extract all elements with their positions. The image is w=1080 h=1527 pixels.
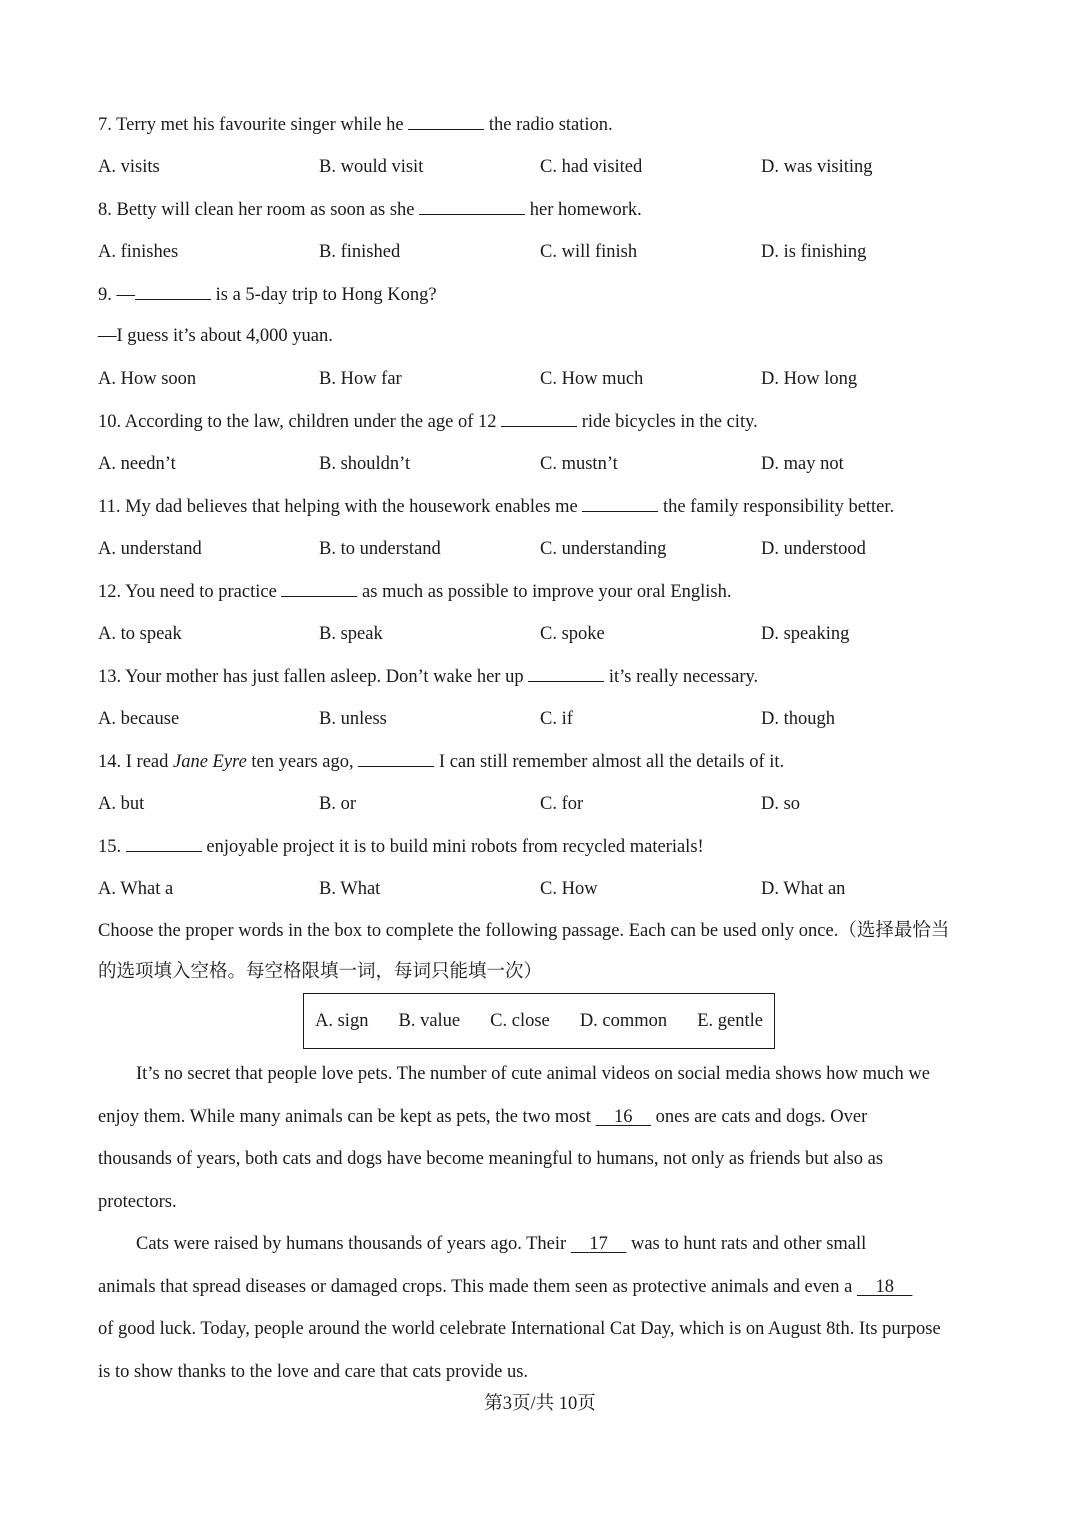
- question-10: [98, 409, 758, 434]
- passage-line: thousands of years, both cats and dogs have become meaningful to humans, not only as friends but also as: [98, 1149, 884, 1169]
- answer-blank: [126, 834, 202, 852]
- passage-text: enjoy them. While many animals can be kept as pets, the two most: [98, 1107, 596, 1127]
- passage-line: It’s no secret that people love pets. The number of cute animal videos on social media shows how much we: [136, 1064, 930, 1084]
- answer-blank: [281, 579, 357, 597]
- question-text: the family responsibility better.: [658, 497, 895, 517]
- question-text: 13. Your mother has just fallen asleep. Don’t wake her up: [98, 667, 529, 687]
- question-12-options: [98, 622, 998, 646]
- question-15-options: [98, 877, 998, 901]
- option-d: D. so: [761, 794, 801, 814]
- question-text: 11. My dad believes that helping with the housework enables me: [98, 497, 583, 517]
- question-10-options: [98, 452, 998, 476]
- option-b: B. How far: [319, 369, 402, 389]
- question-text: as much as possible to improve your oral English.: [357, 582, 732, 602]
- question-13-options: [98, 707, 998, 731]
- passage-line: [136, 1232, 866, 1256]
- blank-18-number: 18: [875, 1277, 894, 1297]
- option-d: D. What an: [761, 879, 846, 899]
- option-d: D. was visiting: [761, 157, 873, 177]
- word-option-d: D. common: [579, 1010, 668, 1031]
- question-text: 14. I read: [98, 752, 173, 772]
- word-option-b: B. value: [398, 1010, 461, 1031]
- option-d: D. speaking: [761, 624, 850, 644]
- question-15: [98, 834, 704, 859]
- passage-line: [98, 1105, 867, 1129]
- option-b: B. or: [319, 794, 356, 814]
- question-9-options: [98, 367, 998, 391]
- question-14-options: [98, 792, 998, 816]
- option-b: B. finished: [319, 242, 401, 262]
- answer-blank: [358, 749, 434, 767]
- answer-blank: [501, 409, 577, 427]
- option-a: A. finishes: [98, 242, 179, 262]
- blank-18: [857, 1277, 913, 1297]
- word-option-c: C. close: [490, 1010, 550, 1031]
- option-d: D. understood: [761, 539, 866, 559]
- question-text: it’s really necessary.: [604, 667, 759, 687]
- option-b: B. to understand: [319, 539, 441, 559]
- answer-blank: [419, 197, 525, 215]
- option-b: B. What: [319, 879, 381, 899]
- option-c: C. How much: [540, 369, 644, 389]
- question-11: [98, 494, 894, 519]
- option-a: A. needn’t: [98, 454, 176, 474]
- option-b: B. would visit: [319, 157, 424, 177]
- question-text: is a 5-day trip to Hong Kong?: [211, 285, 437, 305]
- option-c: C. if: [540, 709, 573, 729]
- question-text: ride bicycles in the city.: [577, 412, 758, 432]
- blank-17: [571, 1234, 627, 1254]
- option-a: A. visits: [98, 157, 160, 177]
- option-b: B. shouldn’t: [319, 454, 411, 474]
- option-c: C. understanding: [540, 539, 667, 559]
- answer-blank: [135, 282, 211, 300]
- section-instruction-line-1: Choose the proper words in the box to complete the following passage. Each can be used only once.（选择最恰当: [98, 921, 950, 941]
- question-7-options: [98, 155, 998, 179]
- question-8: [98, 197, 642, 222]
- passage-text: animals that spread diseases or damaged crops. This made them seen as protective animals and even a: [98, 1277, 857, 1297]
- option-c: C. for: [540, 794, 584, 814]
- option-c: C. will finish: [540, 242, 638, 262]
- option-c: C. spoke: [540, 624, 605, 644]
- page-number: 第3页/共 10页: [484, 1394, 596, 1414]
- section-instruction-line-2: 的选项填入空格。每空格限填一词，每词只能填一次）: [98, 962, 543, 982]
- question-text: ten years ago,: [246, 752, 359, 772]
- question-text: her homework.: [525, 200, 642, 220]
- answer-blank: [582, 494, 658, 512]
- word-option-e: E. gentle: [697, 1010, 763, 1031]
- question-8-options: [98, 240, 998, 264]
- question-text: 15.: [98, 837, 126, 857]
- blank-17-number: 17: [589, 1234, 608, 1254]
- option-b: B. unless: [319, 709, 387, 729]
- question-9: [98, 282, 437, 307]
- question-text: 12. You need to practice: [98, 582, 282, 602]
- option-d: D. though: [761, 709, 835, 729]
- passage-text: was to hunt rats and other small: [626, 1234, 867, 1254]
- option-d: D. may not: [761, 454, 844, 474]
- option-c: C. How: [540, 879, 598, 899]
- option-c: C. mustn’t: [540, 454, 618, 474]
- question-7: [98, 112, 613, 137]
- question-text: I can still remember almost all the details of it.: [434, 752, 785, 772]
- passage-text: ones are cats and dogs. Over: [651, 1107, 868, 1127]
- question-text: enjoyable project it is to build mini robots from recycled materials!: [201, 837, 704, 857]
- option-a: A. but: [98, 794, 145, 814]
- question-14: [98, 749, 784, 774]
- blank-16-number: 16: [614, 1107, 633, 1127]
- passage-line: [98, 1275, 912, 1299]
- question-text: 8. Betty will clean her room as soon as she: [98, 200, 420, 220]
- question-text: 7. Terry met his favourite singer while he: [98, 115, 409, 135]
- book-title: Jane Eyre: [173, 752, 247, 772]
- option-a: A. What a: [98, 879, 174, 899]
- option-a: A. to speak: [98, 624, 182, 644]
- word-box: [303, 993, 775, 1049]
- word-option-a: A. sign: [315, 1010, 369, 1031]
- question-13: [98, 664, 758, 689]
- option-a: A. because: [98, 709, 180, 729]
- question-9-reply: —I guess it’s about 4,000 yuan.: [98, 326, 333, 346]
- option-c: C. had visited: [540, 157, 643, 177]
- option-d: D. is finishing: [761, 242, 867, 262]
- option-a: A. understand: [98, 539, 202, 559]
- question-text: the radio station.: [484, 115, 613, 135]
- option-d: D. How long: [761, 369, 858, 389]
- question-text: 9. —: [98, 285, 135, 305]
- passage-text: Cats were raised by humans thousands of years ago. Their: [136, 1234, 571, 1254]
- passage-line: protectors.: [98, 1192, 177, 1212]
- question-11-options: [98, 537, 998, 561]
- answer-blank: [528, 664, 604, 682]
- answer-blank: [408, 112, 484, 130]
- passage-line: is to show thanks to the love and care that cats provide us.: [98, 1362, 529, 1382]
- blank-16: [596, 1107, 652, 1127]
- option-b: B. speak: [319, 624, 383, 644]
- question-text: 10. According to the law, children under the age of 12: [98, 412, 502, 432]
- question-12: [98, 579, 731, 604]
- passage-line: of good luck. Today, people around the world celebrate International Cat Day, which is on August 8th. Its purpose: [98, 1319, 941, 1339]
- option-a: A. How soon: [98, 369, 197, 389]
